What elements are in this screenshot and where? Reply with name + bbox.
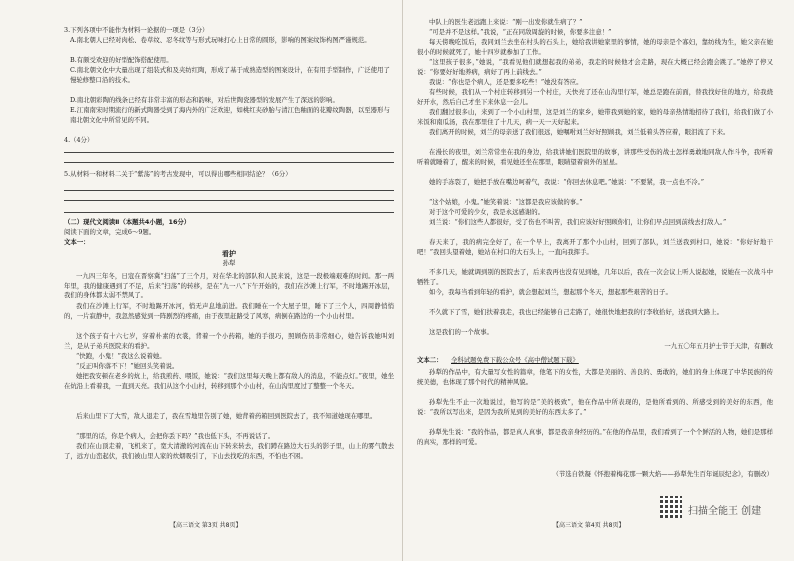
paragraph: 我们在山顶走着，飞机来了，宽大清澈的河流在山下转来转去，我们蹲在路边大石头的影子里，山上的雾气散去了，远方山峦起伏，我们被山里人家的炊烟吸引了，下山去找吃的东西，不怕也不困。	[64, 442, 394, 460]
paragraph: 孙犁的作品中，有大量写女性的篇章，他笔下的女性，大都是美丽的、善良的、勇敢的，她们的身上体现了中华民族的传统美德，也体现了那个时代的精神风貌。	[417, 368, 773, 386]
option-a: A.南北朝人已经对肉松、卷草纹、忍冬纹等与形式玩味打心上日常的圆形，影响的图案纹饰构图严谨规范。	[70, 36, 371, 44]
paragraph: “快跑，小鬼！”我这么说着她。	[76, 352, 166, 360]
paragraph: 一九四三年冬，日寇在晋察冀“扫荡”了三个月，对在华北的部队和人民来说，这是一段极端艰难的时间。那一两年里，我的健康遇到了不足，后来“扫荡”的转移，是在“九一八”下午开始的，我们在沙滩上行军，不时地踢开冰层，我们的身体都太弱不禁风了。	[64, 272, 394, 300]
paragraph: 我们离开的时候，刘兰的母亲送了我们很远，她嘱咐刘兰好好照顾我，刘兰低着头答应着，眼泪流了下来。	[429, 128, 730, 136]
section-heading: （二）现代文阅读Ⅱ（本题共4小题，16分）	[64, 218, 191, 226]
reading-instruction: 阅读下面的文章，完成6～9题。	[64, 228, 156, 236]
source-note: （节选自铁凝《怀抱着梅花那一颗大焰——孙犁先生百年诞辰纪念》，有删改）	[552, 470, 773, 478]
paragraph: “反正叫你落不下！”她回头笑着说。	[76, 362, 179, 370]
paragraph: 不多几天，她就调到别的医院去了，后来我再也没有见到她，几年以后，我在一次会议上听人说起她，说她在一次战斗中牺牲了。	[417, 268, 773, 286]
answer-line	[64, 190, 394, 191]
qr-code-icon	[660, 496, 682, 518]
paragraph: “那里的话，你是个病人，会把你丢下吗？”我也低下头，不再说话了。	[76, 432, 275, 440]
paragraph: 我们在沙滩上行军，不时地踢开冰河，悄无声息地前进。我们睡在一个大屋子里，睡下了三个人，四周静悄悄的，一片寂静中，我忽然感觉到一阵剧烈的疼痛，由于夜里赶路受了风寒，病倒在路边的一个小山村里。	[64, 302, 394, 320]
paragraph: “可是并不是这样。”我说，“正在同敌周旋的时候，你要多注意！”	[429, 28, 612, 36]
paragraph: 后来山里下了大雪，敌人退走了，我在雪地里告别了她，她背着药箱回到医院去了，我不知道她现在哪里。	[76, 412, 377, 420]
question-4: 4.（4分）	[64, 136, 94, 144]
paragraph: 有些时候，我们从一个村庄转移到另一个村庄，天快亮了还在山沟里行军，她总是跑在前面，替我找好住的地方，给我烧好开水，然后自己才坐下来休息一会儿。	[417, 88, 773, 106]
question-3: 3.下列各项中不能作为材料一论据的一项是（3分）	[64, 26, 209, 34]
page-footer: 【高三语文 第3页 共8页】	[170, 522, 242, 529]
paragraph: 这个孩子有十六七岁，穿着朴素的衣裳，背着一个小药箱，她的手很巧，照顾伤员非常细心，她告诉我她叫刘兰，是从子弟兵医院来的看护。	[64, 332, 394, 350]
paragraph: 不久就下了雪，她们扶着我走，我也已经能够自己走路了，她很快地把我的行李收拾好，送我到大路上。	[429, 308, 723, 316]
paragraph: 如今，我每当看到年轻的看护，就会想起刘兰，想起那个冬天，想起那些艰苦的日子。	[429, 288, 672, 296]
paragraph: 中队上的医生老远跑上来说：“刚一出发你就生病了？”	[429, 18, 583, 26]
answer-line	[64, 152, 394, 153]
paragraph: 这是我们的一个故事。	[429, 328, 493, 336]
option-d: D.南北朝彩陶的线条已经有非常丰富的形态和韵味，对后世陶瓷器型的发展产生了深远的影响。	[70, 96, 339, 104]
article-title: 看护	[222, 250, 236, 258]
paragraph: 孙犁先生说：“我的作品，都是真人真事，都是我亲身经历的。”在他的作品里，我们看到了一个个鲜活的人物，她们是那样的真实，那样的可爱。	[417, 428, 773, 446]
option-e: E.江南南宋时期流行的新式陶器受到了海内外的广泛欢迎，如桃红夹砂胎与清江色釉面的花瓣纹陶器，以至器形与南北朝文化中所常见的不同。	[70, 106, 390, 124]
paragraph: 在漫长的夜里，刘兰常常坐在我的身边，给我讲她们医院里的故事，讲那些受伤的战士怎样勇敢地同敌人作斗争，我听着听着就睡着了，醒来的时候，看见她还坐在那里，眼睛望着窗外的星星。	[417, 148, 773, 166]
exam-page-right	[402, 0, 794, 561]
paragraph: 我说：“你也是个病人，还是要多吃些！”她没有答应。	[429, 78, 583, 86]
text2-header: 全科试题免费下载公众号《高中僧试题下载》	[451, 356, 579, 364]
paragraph: 孙犁先生不止一次地说过，他写的是“美的极致”，他在作品中所表现的，是他所看到的、所感受到的美好的东西，他说：“我所以写出来，是因为我所见到的美好的东西太多了。”	[417, 398, 773, 416]
paragraph: “这里孩子很多，”她说，“我看见他们就想起我的弟弟，我走的时候他才会走路，现在大概已经会跑会跳了。”她停了停又说：“你要好好地养病，病好了再上前线去。”	[417, 58, 773, 76]
date-note: 一九五〇年五月护士节于天津，有删改	[664, 342, 773, 350]
paragraph: 对于这个可爱的少女，我是永远感谢的。	[429, 208, 545, 216]
page-footer: 【高三语文 第4页 共8页】	[553, 522, 625, 529]
answer-line	[64, 162, 394, 163]
paragraph: “这个姑娘，小鬼。”她笑着说：“这都是我应该做的事。”	[429, 198, 583, 206]
option-b: B.有颇受欢迎的好型配饰搭配使用。	[70, 56, 173, 64]
paragraph: 刘兰说：“你们这些人都很好，受了伤也不叫苦，我们应该好好照顾你们，让你们早点回到前线去打敌人。”	[429, 218, 727, 226]
paragraph: 她的手冻裂了，她把手放在嘴边呵着气，我说：“你回去休息吧。”她说：“不要紧，我一点也不冷。”	[429, 178, 705, 186]
scanner-watermark: 扫描全能王 创建	[688, 506, 762, 517]
option-c: C.南北朝文化中大量出现了组装式和及夹纺红陶，形成了基于成熟造型的图案设计，在有用手型制作，广泛使用了慢轮修整口沿的技术。	[70, 66, 390, 84]
text2-label: 文本二：	[417, 356, 443, 364]
answer-line	[64, 212, 394, 213]
answer-line	[64, 200, 394, 201]
text1-label: 文本一：	[64, 238, 90, 246]
article-author: 孙犁	[222, 259, 236, 267]
paragraph: 春天来了，我的病完全好了，在一个早上，我离开了那个小山村，回到了部队，刘兰送我到村口，她说：“你好好地干吧！”我回头望着她，她站在村口的大石头上，一直向我挥手。	[417, 238, 773, 256]
paragraph: 她把我安顿在老乡的炕上，给我煎药、喂饭，她说：“我们这里每天晚上都有敌人的消息，不能点灯。”夜里，她坐在炕沿上看着我，一直到天亮。我们从这个小山村，转移到那个小山村，在山沟里度过了整整一个冬天。	[64, 372, 394, 390]
question-5: 5.从材料一和材料二关于“紫荡”的考古发现中，可以得出哪些相同结论？（6分）	[64, 170, 292, 178]
paragraph: 我们翻过很多山，来到了一个小山村里，这是刘兰的家乡，她带我到她的家，她的母亲热情地招待了我们，给我们做了小米饭和南瓜汤，我在那里住了十几天，病一天一天好起来。	[417, 108, 773, 126]
paragraph: 每天傍晚吃饭后，我同刘兰去坐在村头的石头上，她给我讲她家里的事情，她的母亲是个寡妇，靠纺线为生，她父亲在她很小的时候就死了，她十四岁就参加了工作。	[417, 38, 773, 56]
